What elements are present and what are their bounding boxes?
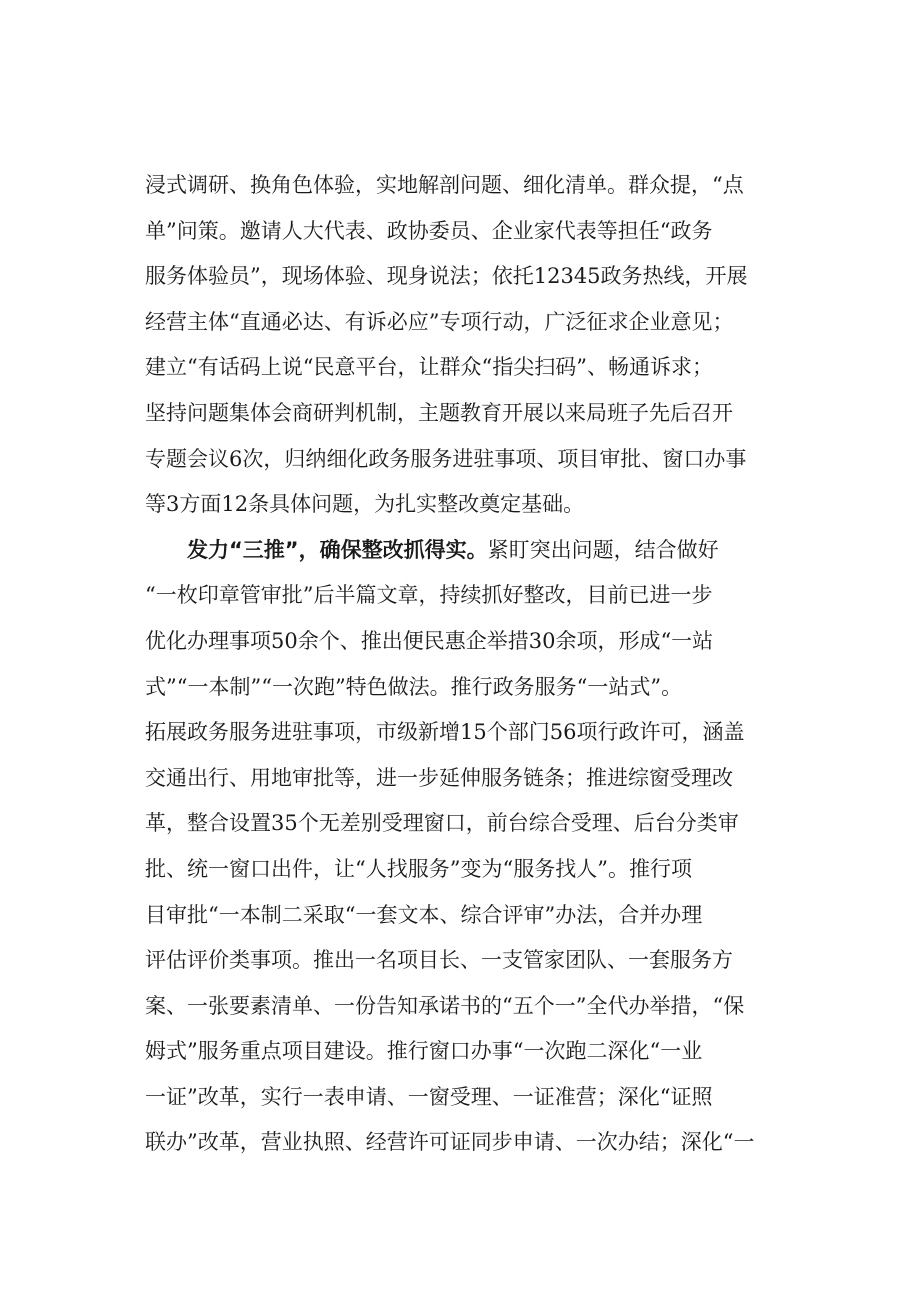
text-line: 交通出行、用地审批等，进一步延伸服务链条；推进综窗受理改	[145, 765, 733, 790]
text-line: 单”问策。邀请人大代表、政协委员、企业家代表等担任“政务	[145, 218, 713, 243]
text-line: 经营主体“直通必达、有诉必应”专项行动，广泛征求企业意见；	[145, 309, 734, 334]
text-line: 目审批“一本制二采取“一套文本、综合评审”办法，合并办理	[145, 902, 703, 927]
paragraph-rectification	[145, 528, 805, 1166]
text-line: 优化办理事项50余个、推出便民惠企举措30余项，形成“一站	[145, 628, 714, 653]
paragraph-first-line-text: 紧盯突出问题，结合做好	[487, 537, 719, 562]
text-line: 评估评价类事项。推出一名项目长、一支管家团队、一套服务方	[145, 948, 733, 973]
text-line: 案、一张要素清单、一份告知承诺书的“五个一”全代办举措，“保	[145, 993, 745, 1018]
text-line: 专题会议6次，归纳细化政务服务进驻事项、项目审批、窗口办事	[145, 446, 747, 471]
text-line: “一枚印章管审批”后半篇文章，持续抓好整改，目前已进一步	[145, 583, 713, 608]
text-line: 服务体验员”，现场体验、现身说法；依托12345政务热线，开展	[145, 264, 748, 289]
text-line: 建立“有话码上说“民意平台，让群众“指尖扫码”、畅通诉求；	[145, 355, 713, 380]
text-line: 联办”改革，营业执照、经营许可证同步申请、一次办结；深化“一	[145, 1130, 755, 1155]
text-line: 坚持问题集体会商研判机制，主题教育开展以来局班子先后召开	[145, 400, 733, 425]
text-line: 等3方面12条具体问题，为扎实整改奠定基础。	[145, 492, 585, 517]
paragraph-first-line	[145, 528, 805, 574]
paragraph-heading: 发力“三推”，确保整改抓得实。	[187, 537, 488, 562]
text-line: 批、统一窗口出件，让“人找服务”变为“服务找人”。推行项	[145, 856, 692, 881]
text-line: 革，整合设置35个无差别受理窗口，前台综合受理、后台分类审	[145, 811, 739, 836]
paragraph-research	[145, 163, 805, 528]
document-body	[145, 163, 805, 1166]
text-line: 浸式调研、换角色体验，实地解剖问题、细化清单。群众提，“点	[145, 173, 744, 197]
text-line: 式”“一本制”“一次跑”特色做法。推行政务服务“一站式”。	[145, 674, 683, 699]
text-line: 一证”改革，实行一表申请、一窗受理、一证准营；深化“证照	[145, 1084, 713, 1109]
text-line: 拓展政务服务进驻事项，市级新增15个部门56项行政许可，涵盖	[145, 720, 745, 745]
text-line: 姆式”服务重点项目建设。推行窗口办事“一次跑二深化“一业	[145, 1039, 703, 1064]
